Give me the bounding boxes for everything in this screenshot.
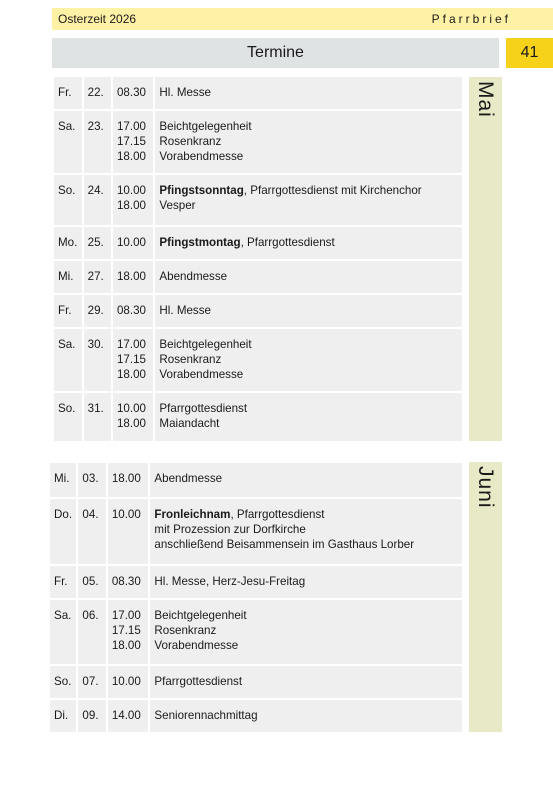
event-text: Abendmesse [154,472,223,485]
date-cell: 09. [78,700,105,732]
event-cell [155,111,462,173]
time-cell: 14.00 [108,700,149,732]
date-cell: 03. [78,463,105,497]
weekday-cell: Mi. [50,463,76,497]
schedule-row [54,329,462,391]
weekday-cell: So. [50,666,76,698]
event-highlight: Fronleichnam [154,508,231,521]
event-text: , Pfarrgottesdienst mit Prozession zur Dorfkirche anschließend Beisammensein im Gasthaus Lorber [154,508,415,551]
date-cell: 31. [84,393,111,441]
month-label-juni: Juni [474,466,497,509]
event-text: Beichtgelegenheit Rosenkranz Vorabendmesse [159,120,252,163]
event-text: , Pfarrgottesdienst [240,236,335,249]
date-cell: 25. [84,227,111,259]
weekday-cell: Fr. [54,77,82,109]
weekday-cell: Mo. [54,227,82,259]
section-title: Termine [247,44,304,61]
schedule-row [50,666,462,698]
date-cell: 05. [78,566,105,598]
weekday-cell: Mi. [54,261,82,293]
event-text: Beichtgelegenheit Rosenkranz Vorabendmesse [154,609,247,652]
event-highlight: Pfingstmontag [159,236,241,249]
header-bar [52,8,553,30]
schedule-table-juni [48,461,464,734]
schedule-row [54,175,462,225]
date-cell: 23. [84,111,111,173]
event-highlight: Pfingstsonntag [159,184,244,197]
weekday-cell: Sa. [50,600,76,664]
event-cell [150,499,462,564]
time-cell: 10.00 [108,499,149,564]
event-cell [155,329,462,391]
event-text: Beichtgelegenheit Rosenkranz Vorabendmesse [159,338,252,381]
date-cell: 27. [84,261,111,293]
schedule-row [54,261,462,293]
date-cell: 24. [84,175,111,225]
schedule-table-mai [52,75,464,443]
event-cell [155,175,462,225]
weekday-cell: Do. [50,499,76,564]
weekday-cell: So. [54,393,82,441]
date-cell: 04. [78,499,105,564]
time-cell: 18.00 [113,261,153,293]
time-cell: 17.00 17.15 18.00 [113,111,153,173]
event-cell [150,600,462,664]
schedule-row [50,463,462,497]
event-text: Hl. Messe, Herz-Jesu-Freitag [154,575,306,588]
event-cell [150,566,462,598]
schedule-row [50,600,462,664]
event-cell [150,666,462,698]
event-text: Pfarrgottesdienst [154,675,243,688]
event-cell [155,261,462,293]
event-cell [155,295,462,327]
month-tab-mai [469,77,502,441]
time-cell: 08.30 [108,566,149,598]
page-number: 41 [506,38,553,68]
time-cell: 08.30 [113,77,153,109]
weekday-cell: Fr. [54,295,82,327]
section-title-bar [52,38,499,68]
event-cell [150,463,462,497]
month-tab-juni [469,462,502,732]
date-cell: 22. [84,77,111,109]
time-cell: 18.00 [108,463,149,497]
event-text: Seniorennachmittag [154,709,258,722]
schedule-row [54,111,462,173]
time-cell: 17.00 17.15 18.00 [113,329,153,391]
date-cell: 06. [78,600,105,664]
date-cell: 30. [84,329,111,391]
event-text: , Pfarrgottesdienst mit Kirchenchor Vesper [159,184,422,212]
weekday-cell: Fr. [50,566,76,598]
season-label: Osterzeit 2026 [58,12,137,26]
event-text: Pfarrgottesdienst Maiandacht [159,402,248,430]
month-label-mai: Mai [474,81,497,118]
time-cell: 10.00 [113,227,153,259]
weekday-cell: So. [54,175,82,225]
schedule-row [54,393,462,441]
time-cell: 17.00 17.15 18.00 [108,600,149,664]
event-text: Hl. Messe [159,86,211,99]
publication-name: Pfarrbrief [431,12,511,26]
schedule-row [50,700,462,732]
time-cell: 08.30 [113,295,153,327]
date-cell: 07. [78,666,105,698]
weekday-cell: Sa. [54,111,82,173]
schedule-row [54,227,462,259]
schedule-row [50,499,462,564]
time-cell: 10.00 [108,666,149,698]
schedule-row [54,77,462,109]
event-cell [155,77,462,109]
event-text: Abendmesse [159,270,228,283]
time-cell: 10.00 18.00 [113,393,153,441]
event-cell [150,700,462,732]
weekday-cell: Di. [50,700,76,732]
date-cell: 29. [84,295,111,327]
weekday-cell: Sa. [54,329,82,391]
schedule-row [50,566,462,598]
schedule-row [54,295,462,327]
event-cell [155,393,462,441]
time-cell: 10.00 18.00 [113,175,153,225]
event-cell [155,227,462,259]
event-text: Hl. Messe [159,304,211,317]
